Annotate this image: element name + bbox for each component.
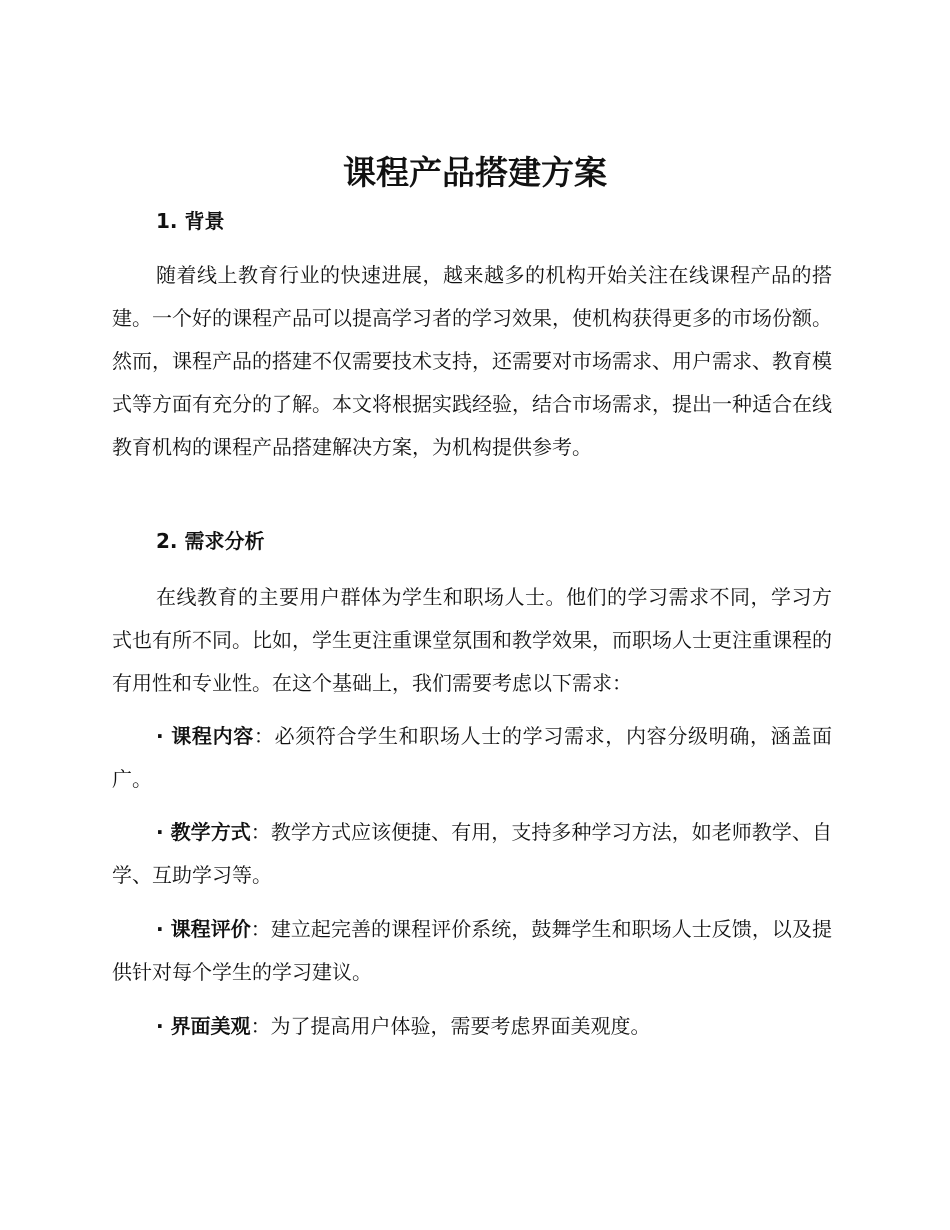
- bullet-text: ：建立起完善的课程评价系统，鼓舞学生和职场人士反馈，以及提供针对每个学生的学习建议。: [112, 917, 833, 984]
- paragraph-requirements-intro: 在线教育的主要用户群体为学生和职场人士。他们的学习需求不同，学习方式也有所不同。比如，学生更注重课堂氛围和教学效果，而职场人士更注重课程的有用性和专业性。在这个基础上，我们需要考虑以下需求：: [112, 585, 832, 695]
- paragraph-background: 随着线上教育行业的快速进展，越来越多的机构开始关注在线课程产品的搭建。一个好的课程产品可以提高学习者的学习效果，使机构获得更多的市场份额。然而，课程产品的搭建不仅需要技术支持，还需要对市场需求、用户需求、教育模式等方面有充分的了解。本文将根据实践经验，结合市场需求，提出一种适合在线教育机构的课程产品搭建解决方案，为机构提供参考。: [112, 263, 832, 459]
- bullet-teaching-method: [112, 811, 832, 897]
- bullet-text: ：教学方式应该便捷、有用，支持多种学习方法，如老师教学、自学、互助学习等。: [112, 820, 833, 887]
- bullet-term: · 课程内容: [156, 724, 254, 748]
- bullet-course-content: [112, 715, 832, 801]
- bullet-text: ：必须符合学生和职场人士的学习需求，内容分级明确，涵盖面广。: [112, 724, 833, 791]
- bullet-interface-design: [112, 1005, 832, 1048]
- section-heading-background: 1. 背景: [156, 209, 225, 233]
- bullet-term: · 界面美观: [156, 1014, 251, 1038]
- bullet-course-evaluation: [112, 908, 832, 994]
- bullet-text: ：为了提高用户体验，需要考虑界面美观度。: [250, 1014, 651, 1038]
- document-title: 课程产品搭建方案: [343, 153, 607, 192]
- bullet-term: · 课程评价: [156, 917, 251, 941]
- bullet-term: · 教学方式: [156, 820, 251, 844]
- section-heading-requirements: 2. 需求分析: [156, 529, 265, 553]
